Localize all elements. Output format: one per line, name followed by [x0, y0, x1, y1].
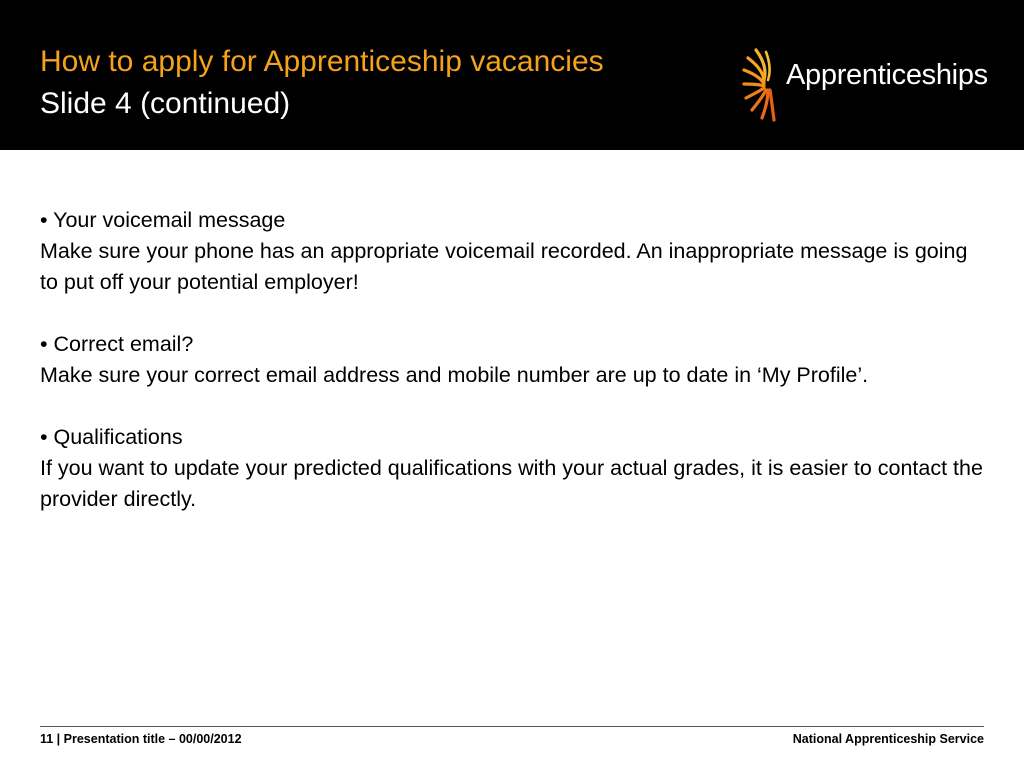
slide-content [40, 205, 990, 546]
slide-subtitle: Slide 4 (continued) [40, 87, 291, 120]
section-heading: • Qualifications [40, 425, 183, 449]
section-heading: • Your voicemail message [40, 208, 286, 232]
section-body: Make sure your phone has an appropriate voicemail recorded. An inappropriate message is going to put off your potential employer! [40, 239, 968, 294]
slide-header [0, 0, 1024, 150]
footer-slide-info: 11 | Presentation title – 00/00/2012 [40, 732, 242, 746]
footer-organization: National Apprenticeship Service [792, 732, 984, 746]
section-qualifications [40, 422, 990, 515]
footer-divider [40, 726, 984, 727]
section-heading: • Correct email? [40, 332, 194, 356]
section-body: Make sure your correct email address and mobile number are up to date in ‘My Profile’. [40, 363, 869, 387]
section-email [40, 329, 990, 391]
apprenticeships-logo [742, 44, 992, 124]
section-voicemail [40, 205, 990, 298]
section-body: If you want to update your predicted qualifications with your actual grades, it is easier to contact the provider directly. [40, 456, 983, 511]
logo-text: Apprenticeships [786, 59, 988, 91]
slide-title: How to apply for Apprenticeship vacancies [40, 45, 604, 78]
